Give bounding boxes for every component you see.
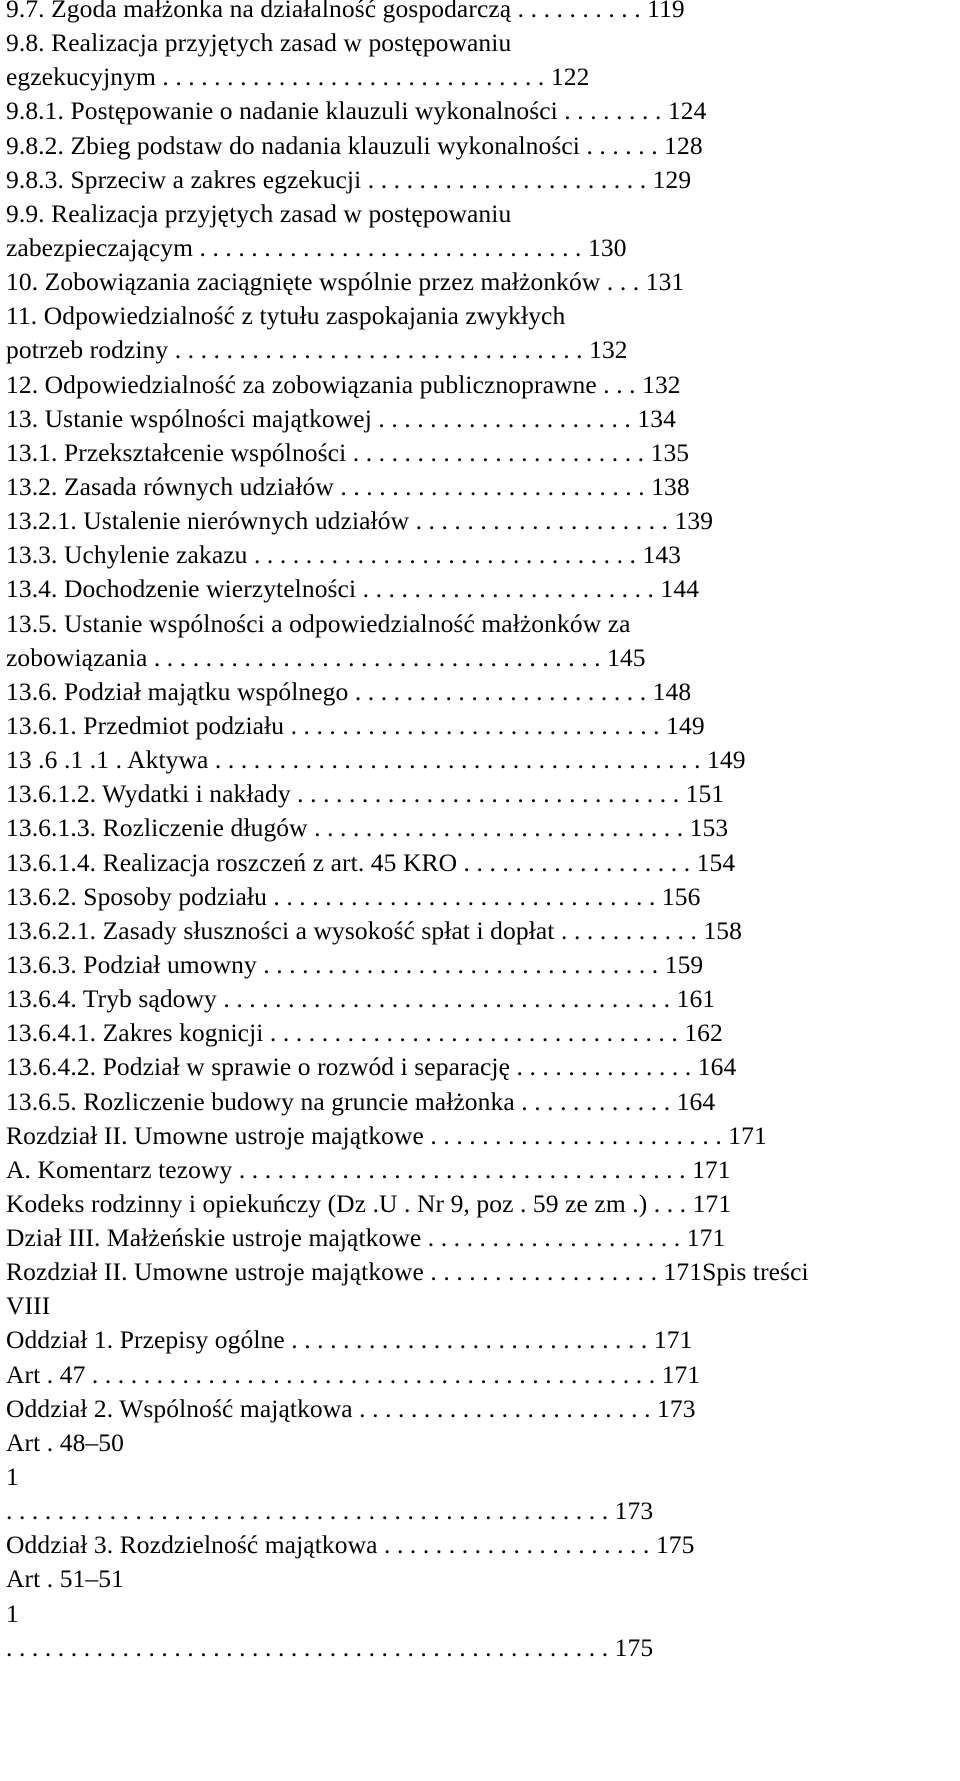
- toc-entry: Oddział 3. Rozdzielność majątkowa . . . . . . . . . . . . . . . . . . . . . 175: [6, 1530, 695, 1560]
- toc-entry: 13.1. Przekształcenie wspólności . . . . . . . . . . . . . . . . . . . . . . . 135: [6, 437, 690, 467]
- toc-entry: 13.3. Uchylenie zakazu . . . . . . . . . . . . . . . . . . . . . . . . . . . . . . 143: [6, 540, 682, 570]
- toc-entry: 13.6.1.2. Wydatki i nakłady . . . . . . . . . . . . . . . . . . . . . . . . . . . . . . 151: [6, 779, 725, 809]
- toc-entry: Rozdział II. Umowne ustroje majątkowe . . . . . . . . . . . . . . . . . . . . . . . 171: [6, 1120, 767, 1150]
- toc-entry: 13.6.1.4. Realizacja roszczeń z art. 45 KRO . . . . . . . . . . . . . . . . . . 154: [6, 847, 736, 877]
- toc-entry: 13. Ustanie wspólności majątkowej . . . . . . . . . . . . . . . . . . . . 134: [6, 403, 676, 433]
- toc-entry: Rozdział II. Umowne ustroje majątkowe . . . . . . . . . . . . . . . . . . 171Spis treści: [6, 1257, 809, 1287]
- toc-entry: 1: [6, 1462, 19, 1492]
- toc-entry: 9.8.3. Sprzeciw a zakres egzekucji . . . . . . . . . . . . . . . . . . . . . . 129: [6, 164, 692, 194]
- toc-entry: 13.5. Ustanie wspólności a odpowiedzialność małżonków za: [6, 608, 631, 638]
- toc-entry: 13.6.5. Rozliczenie budowy na gruncie małżonka . . . . . . . . . . . . 164: [6, 1086, 716, 1116]
- toc-entry: 9.8.2. Zbieg podstaw do nadania klauzuli wykonalności . . . . . . 128: [6, 130, 703, 160]
- toc-entry: Art . 51–51: [6, 1564, 124, 1594]
- toc-entry: Dział III. Małżeńskie ustroje majątkowe . . . . . . . . . . . . . . . . . . . . 171: [6, 1223, 726, 1253]
- toc-entry: 13.6.4. Tryb sądowy . . . . . . . . . . . . . . . . . . . . . . . . . . . . . . . . . . . 161: [6, 984, 716, 1014]
- toc-entry: 13.6. Podział majątku wspólnego . . . . . . . . . . . . . . . . . . . . . . . 148: [6, 676, 692, 706]
- toc-entry: Art . 48–50: [6, 1427, 124, 1457]
- toc-entry: 13.6.2.1. Zasady słuszności a wysokość spłat i dopłat . . . . . . . . . . . 158: [6, 915, 742, 945]
- toc-entry: Art . 47 . . . . . . . . . . . . . . . . . . . . . . . . . . . . . . . . . . . . . . . . . . . . 171: [6, 1359, 701, 1389]
- table-of-contents: [6, 0, 956, 1665]
- toc-entry: 13.6.3. Podział umowny . . . . . . . . . . . . . . . . . . . . . . . . . . . . . . . 159: [6, 949, 704, 979]
- toc-entry: 13.6.2. Sposoby podziału . . . . . . . . . . . . . . . . . . . . . . . . . . . . . . 156: [6, 881, 701, 911]
- toc-entry: VIII: [6, 1291, 51, 1321]
- toc-entry: 9.8. Realizacja przyjętych zasad w postępowaniu: [6, 28, 512, 58]
- toc-entry: Oddział 1. Przepisy ogólne . . . . . . . . . . . . . . . . . . . . . . . . . . . . 171: [6, 1325, 693, 1355]
- toc-entry: 13.6.1. Przedmiot podziału . . . . . . . . . . . . . . . . . . . . . . . . . . . . . 149: [6, 710, 705, 740]
- toc-entry: 10. Zobowiązania zaciągnięte wspólnie przez małżonków . . . 131: [6, 267, 685, 297]
- toc-entry: Oddział 2. Wspólność majątkowa . . . . . . . . . . . . . . . . . . . . . . . 173: [6, 1393, 696, 1423]
- toc-entry: A. Komentarz tezowy . . . . . . . . . . . . . . . . . . . . . . . . . . . . . . . . . . . 171: [6, 1154, 731, 1184]
- toc-entry: Kodeks rodzinny i opiekuńczy (Dz .U . Nr 9, poz . 59 ze zm .) . . . 171: [6, 1188, 732, 1218]
- toc-entry: egzekucyjnym . . . . . . . . . . . . . . . . . . . . . . . . . . . . . . 122: [6, 62, 590, 92]
- toc-entry: 9.7. Zgoda małżonka na działalność gospodarczą . . . . . . . . . . 119: [6, 0, 685, 23]
- toc-entry: 13.2.1. Ustalenie nierównych udziałów . . . . . . . . . . . . . . . . . . . . 139: [6, 506, 714, 536]
- toc-entry: zobowiązania . . . . . . . . . . . . . . . . . . . . . . . . . . . . . . . . . . . 145: [6, 642, 646, 672]
- toc-entry: . . . . . . . . . . . . . . . . . . . . . . . . . . . . . . . . . . . . . . . . . . . . . . . 175: [6, 1632, 654, 1662]
- toc-entry: 12. Odpowiedzialność za zobowiązania publicznoprawne . . . 132: [6, 369, 681, 399]
- toc-entry: 1: [6, 1598, 19, 1628]
- toc-entry: 11. Odpowiedzialność z tytułu zaspokajania zwykłych: [6, 301, 566, 331]
- toc-entry: potrzeb rodziny . . . . . . . . . . . . . . . . . . . . . . . . . . . . . . . . 132: [6, 335, 628, 365]
- toc-entry: 9.9. Realizacja przyjętych zasad w postępowaniu: [6, 198, 512, 228]
- toc-entry: zabezpieczającym . . . . . . . . . . . . . . . . . . . . . . . . . . . . . . 130: [6, 232, 627, 262]
- toc-entry: 13.4. Dochodzenie wierzytelności . . . . . . . . . . . . . . . . . . . . . . . 144: [6, 574, 700, 604]
- toc-entry: 13.6.1.3. Rozliczenie długów . . . . . . . . . . . . . . . . . . . . . . . . . . . . . 153: [6, 813, 729, 843]
- toc-entry: . . . . . . . . . . . . . . . . . . . . . . . . . . . . . . . . . . . . . . . . . . . . . . . 173: [6, 1496, 654, 1526]
- toc-entry: 13.6.4.1. Zakres kognicji . . . . . . . . . . . . . . . . . . . . . . . . . . . . . . . . 162: [6, 1018, 723, 1048]
- toc-entry: 13 .6 .1 .1 . Aktywa . . . . . . . . . . . . . . . . . . . . . . . . . . . . . . . . . . . . . . 149: [6, 745, 746, 775]
- toc-entry: 13.2. Zasada równych udziałów . . . . . . . . . . . . . . . . . . . . . . . . 138: [6, 471, 690, 501]
- toc-entry: 9.8.1. Postępowanie o nadanie klauzuli wykonalności . . . . . . . . 124: [6, 96, 707, 126]
- toc-entry: 13.6.4.2. Podział w sprawie o rozwód i separację . . . . . . . . . . . . . . 164: [6, 1052, 737, 1082]
